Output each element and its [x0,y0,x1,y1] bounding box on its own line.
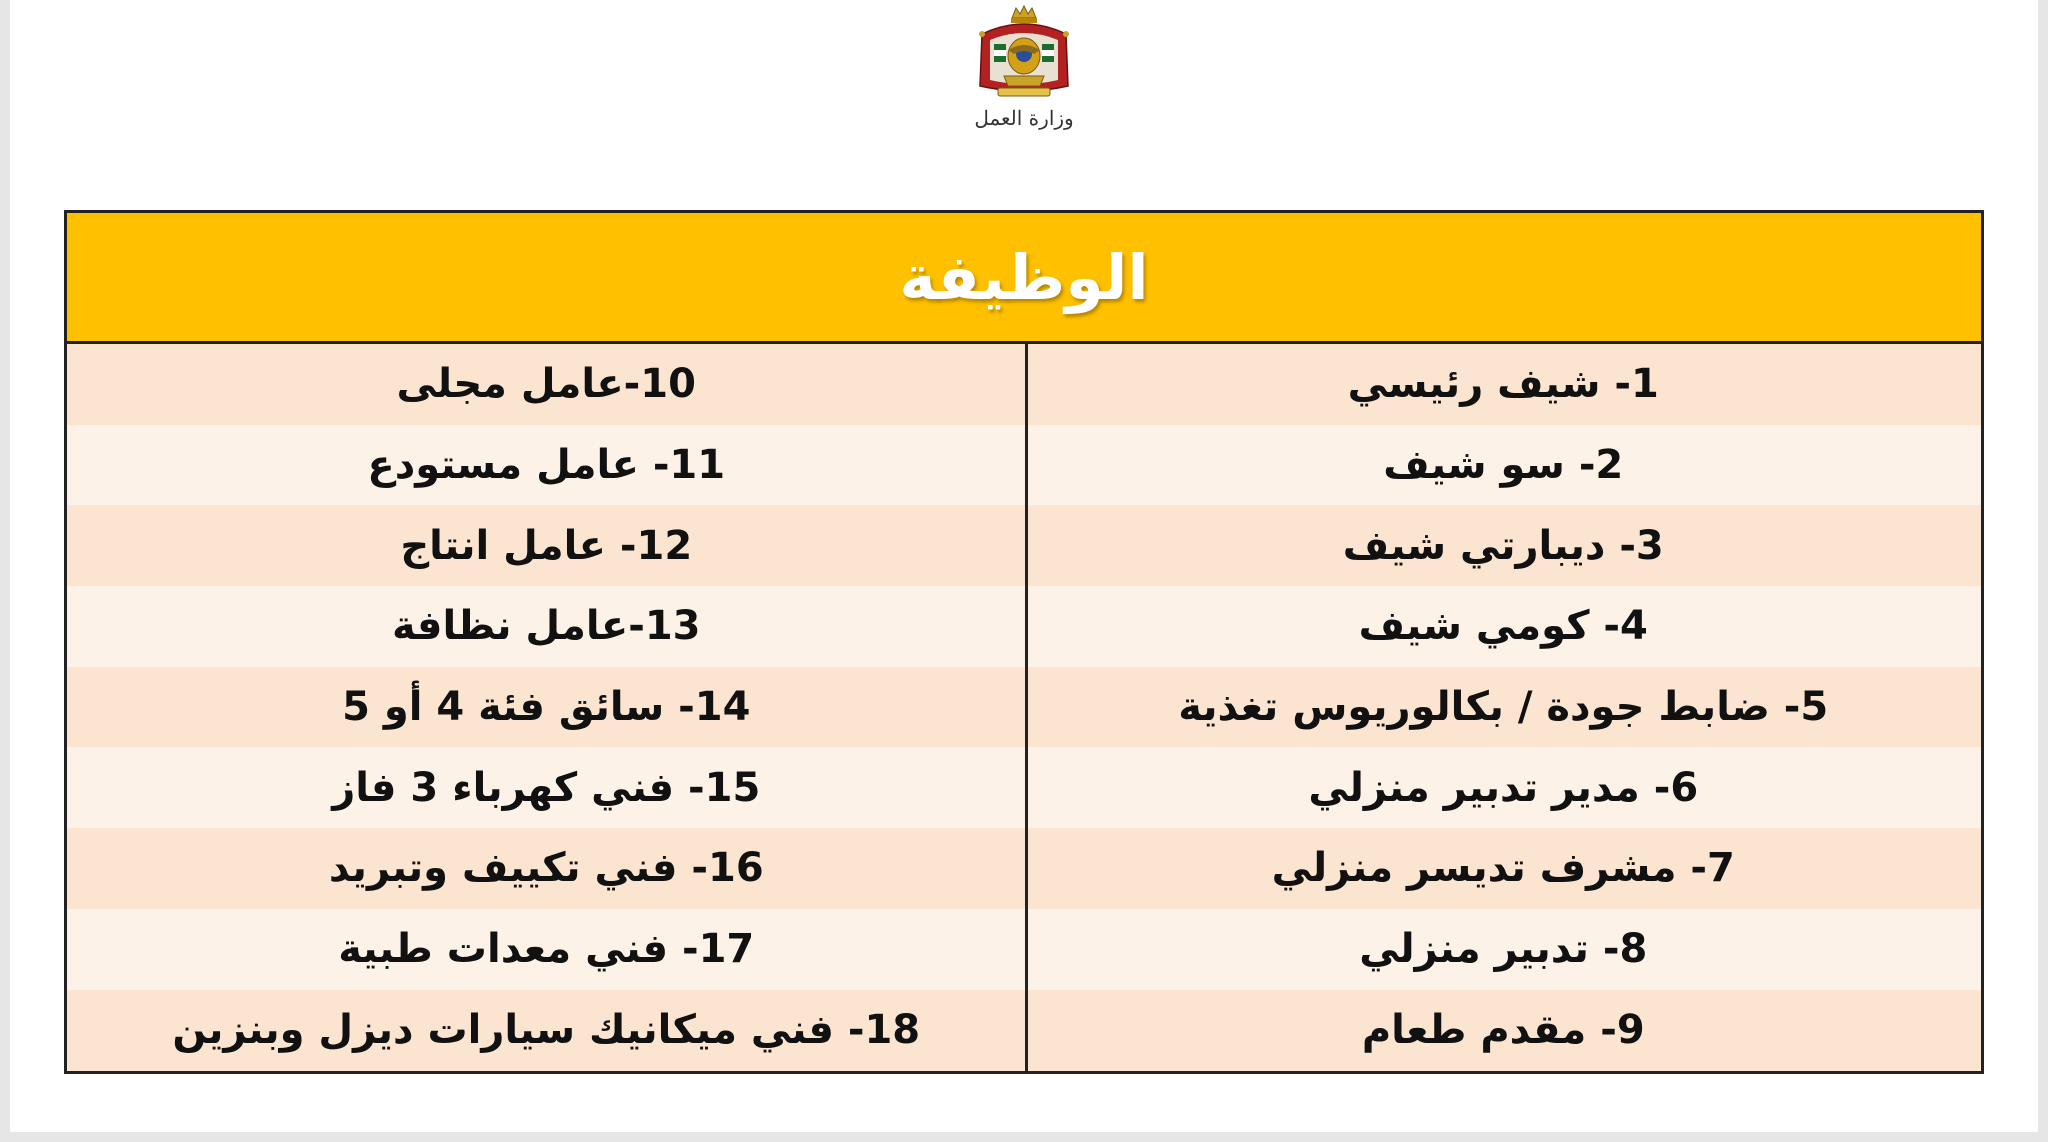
table-row [67,828,1981,909]
job-cell-left: 12- عامل انتاج [400,522,693,569]
page-frame-left [0,0,10,1142]
job-cell-right: 2- سو شيف [1383,442,1624,489]
page-frame-right [2038,0,2048,1142]
job-cell-right: 4- كومي شيف [1358,603,1648,650]
job-cell-right: 5- ضابط جودة / بكالوريوس تغذية [1178,684,1829,731]
job-cell-left: 10-عامل مجلى [396,361,696,408]
table-title: الوظيفة [899,240,1149,314]
column-divider [1025,344,1028,1071]
table-row [67,425,1981,506]
job-cell-right: 3- ديبارتي شيف [1342,522,1664,569]
job-cell-right: 6- مدير تدبير منزلي [1308,764,1699,811]
table-row [67,747,1981,828]
job-cell-right: 9- مقدم طعام [1361,1006,1645,1053]
job-cell-right: 1- شيف رئيسي [1347,361,1659,408]
job-cell-right: 8- تدبير منزلي [1359,926,1648,973]
table-row [67,990,1981,1071]
job-cell-left: 15- فني كهرباء 3 فاز [332,764,761,811]
job-cell-left: 17- فني معدات طبية [338,926,755,973]
table-header [67,213,1981,344]
job-cell-left: 11- عامل مستودع [367,442,726,489]
job-cell-left: 14- سائق فئة 4 أو 5 [342,684,751,731]
coat-of-arms-icon [964,4,1084,108]
table-body [67,344,1981,1071]
table-row [67,505,1981,586]
table-row [67,586,1981,667]
job-cell-right: 7- مشرف تديسر منزلي [1271,845,1735,892]
page-frame-bottom [0,1132,2048,1142]
job-cell-left: 16- فني تكييف وتبريد [328,845,764,892]
table-row [67,909,1981,990]
table-row [67,344,1981,425]
jobs-table [64,210,1984,1074]
job-cell-left: 13-عامل نظافة [392,603,701,650]
ministry-name: وزارة العمل [974,106,1074,130]
table-row [67,667,1981,748]
job-cell-left: 18- فني ميكانيك سيارات ديزل وبنزين [172,1006,921,1053]
